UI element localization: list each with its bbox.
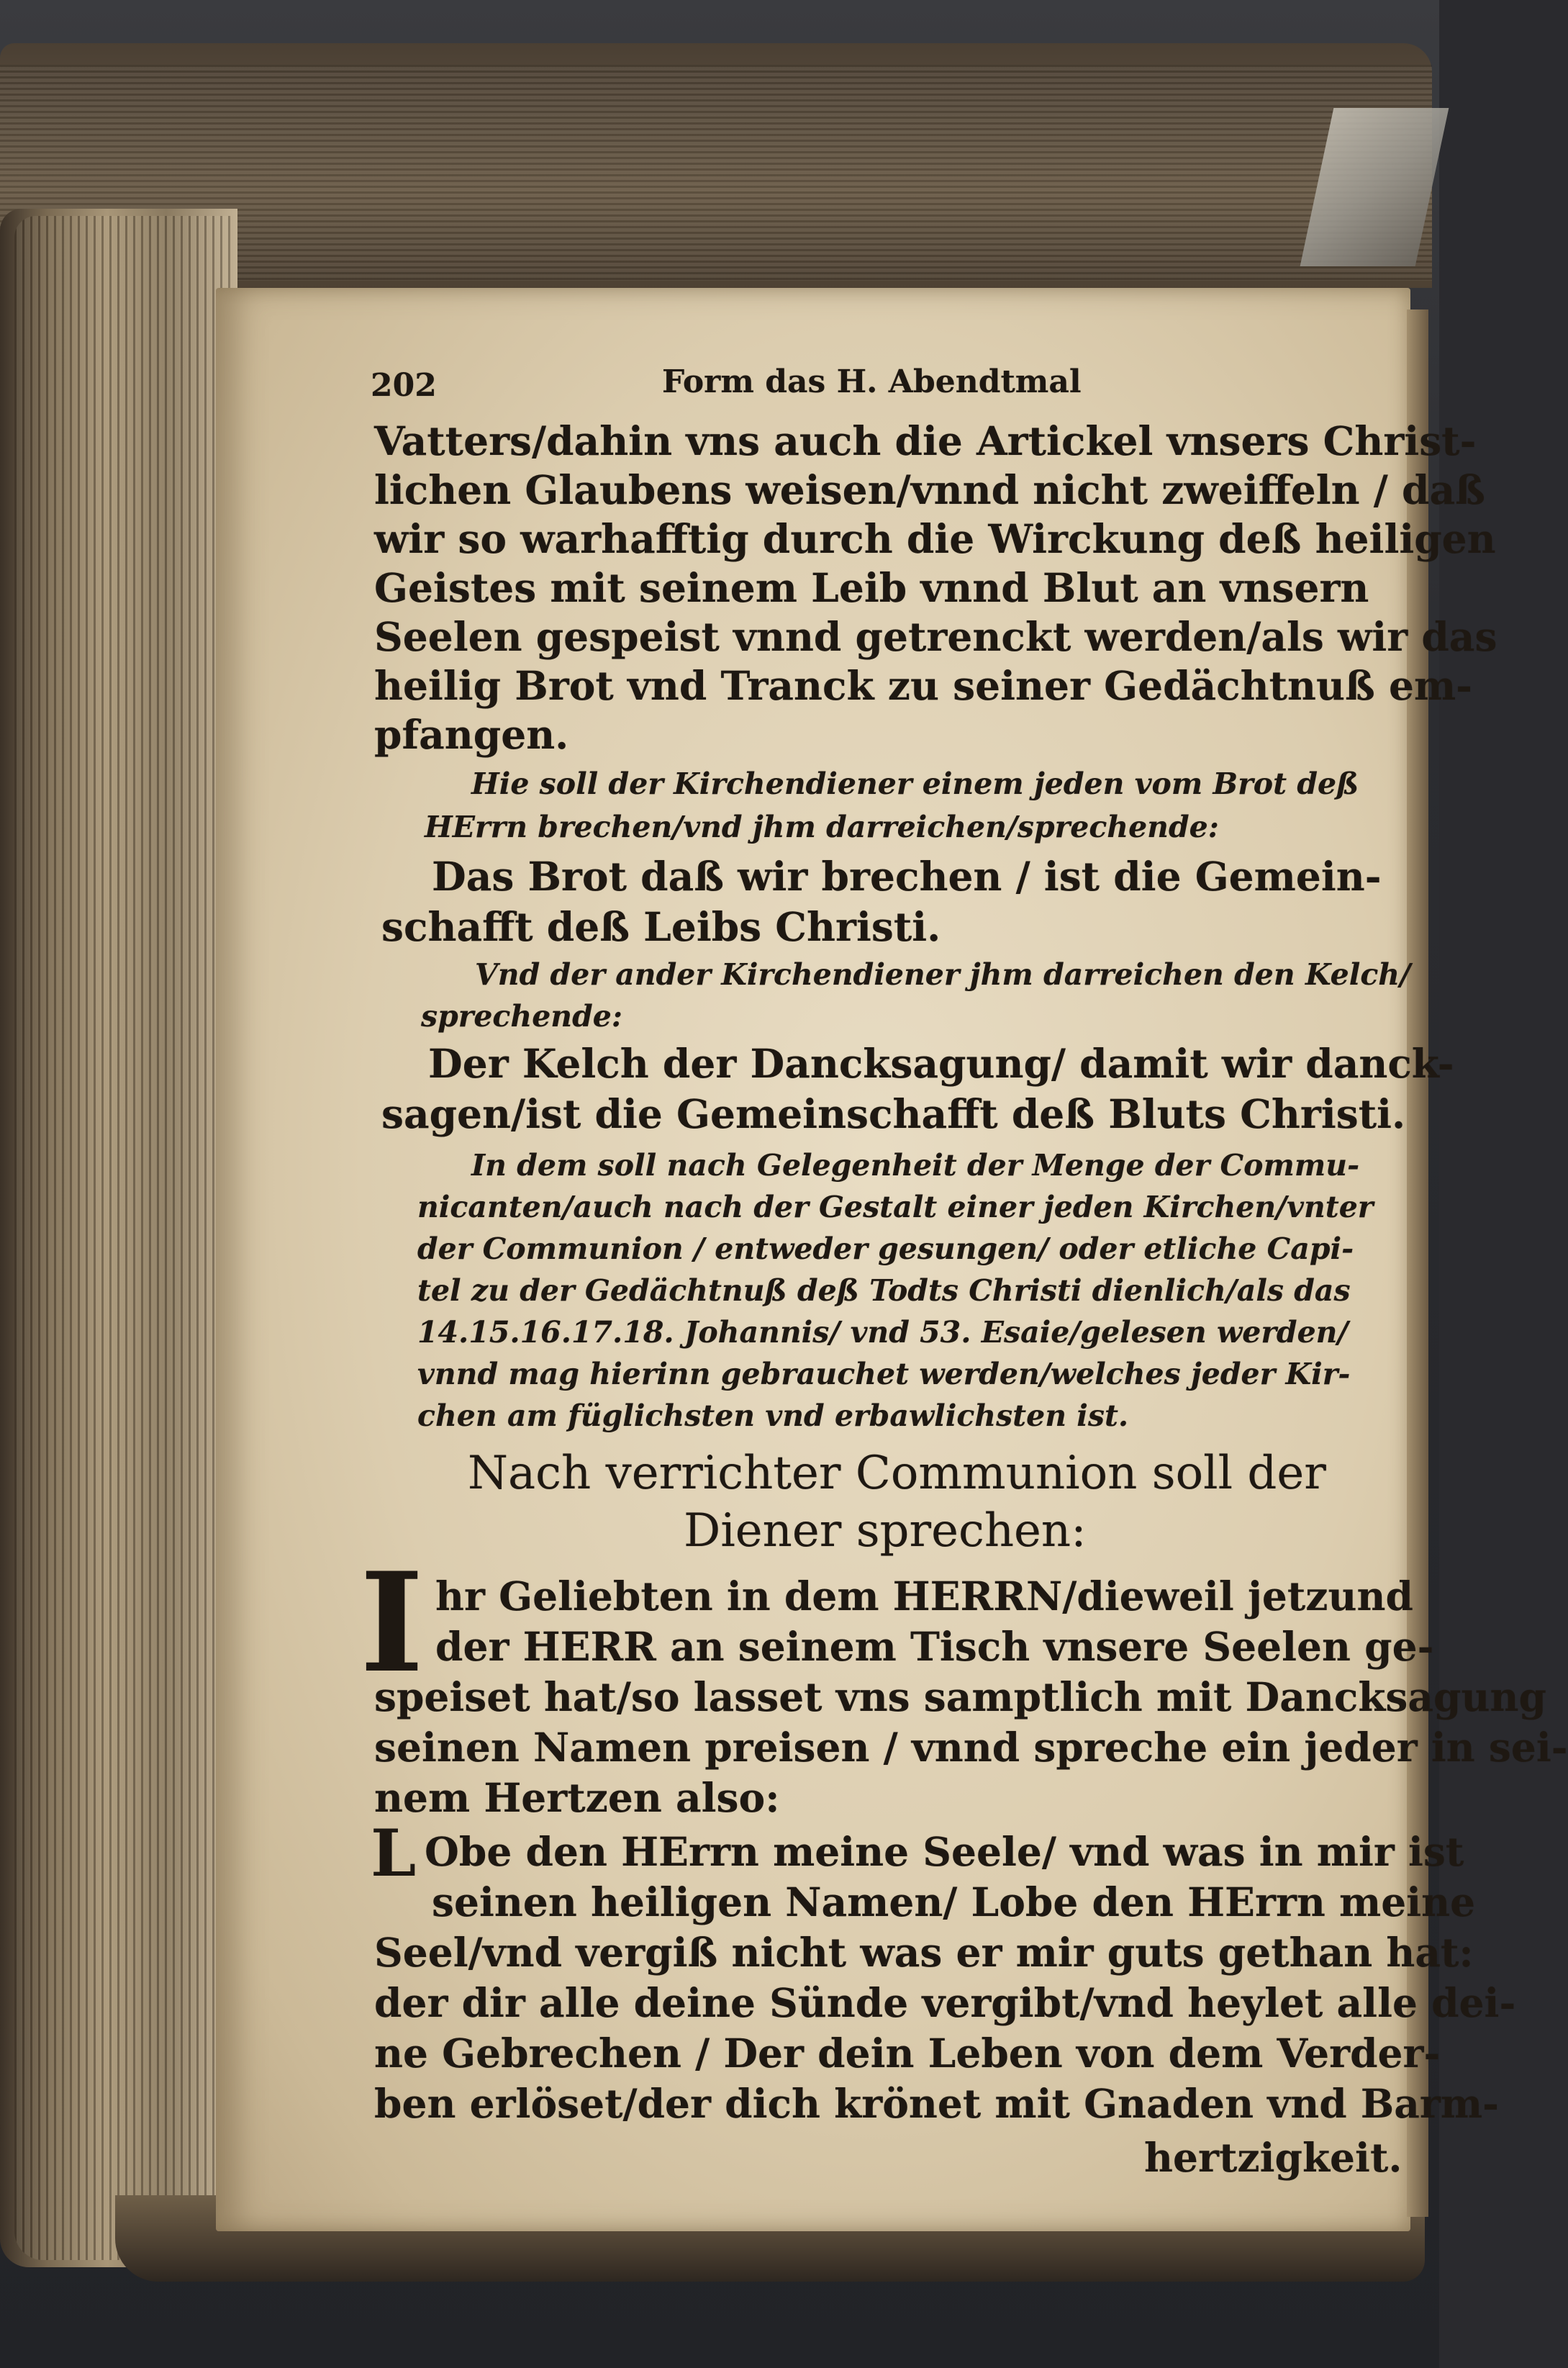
bread-words-line: schafft deß Leibs Christi.: [381, 903, 941, 950]
catchword: hertzigkeit.: [1144, 2134, 1402, 2181]
cup-words-line: sagen/ist die Gemeinschafft deß Bluts Christi.: [381, 1090, 1406, 1137]
psalm-line: ne Gebrechen / Der dein Leben von dem Verder-: [374, 2030, 1441, 2076]
psalm-line: Obe den HErrn meine Seele/ vnd was in mir ist: [425, 1828, 1464, 1875]
paragraph-line: pfangen.: [374, 711, 569, 758]
drop-initial: I: [360, 1542, 424, 1703]
prayer-line: nem Hertzen also:: [374, 1774, 780, 1821]
rubric-line: In dem soll nach Gelegenheit der Menge der Commu-: [471, 1148, 1360, 1183]
rubric-line: der Communion / entweder gesungen/ oder etliche Capi-: [417, 1232, 1354, 1266]
rubric-line: vnnd mag hierinn gebrauchet werden/welches jeder Kir-: [417, 1357, 1351, 1391]
section-heading: Diener sprechen:: [684, 1504, 1087, 1558]
psalm-line: Seel/vnd vergiß nicht was er mir guts gethan hat:: [374, 1929, 1474, 1976]
paragraph-line: wir so warhafftig durch die Wirckung deß heiligen: [374, 515, 1496, 562]
prayer-line: seinen Namen preisen / vnnd spreche ein jeder in sei-: [374, 1724, 1568, 1771]
psalm-line: seinen heiligen Namen/ Lobe den HErrn meine: [432, 1879, 1476, 1925]
paragraph-line: Vatters/dahin vns auch die Artickel vnsers Christ-: [374, 417, 1477, 464]
bread-words-line: Das Brot daß wir brechen / ist die Gemein-: [432, 853, 1382, 900]
psalm-line: ben erlöset/der dich krönet mit Gnaden vnd Barm-: [374, 2080, 1499, 2127]
psalm-line: der dir alle deine Sünde vergibt/vnd heylet alle dei-: [374, 1979, 1516, 2026]
rubric-line: HErrn brechen/vnd jhm darreichen/sprechende:: [425, 810, 1219, 844]
paragraph-line: Seelen gespeist vnnd getrenckt werden/als wir das: [374, 613, 1497, 660]
rubric-line: sprechende:: [421, 999, 622, 1034]
page-number: 202: [371, 367, 437, 404]
rubric-line: tel zu der Gedächtnuß deß Todts Christi dienlich/als das: [417, 1273, 1351, 1308]
psalm-initial: L: [371, 1815, 417, 1892]
section-heading: Nach verrichter Communion soll der: [468, 1447, 1326, 1500]
rubric-line: Vnd der ander Kirchendiener jhm darreichen den Kelch/: [475, 957, 1411, 992]
prayer-line: speiset hat/so lasset vns samptlich mit Dancksagung: [374, 1673, 1546, 1720]
prayer-line: der HERR an seinem Tisch vnsere Seelen ge-: [435, 1623, 1434, 1670]
paragraph-line: lichen Glaubens weisen/vnnd nicht zweiffeln / daß: [374, 466, 1485, 513]
rubric-line: nicanten/auch nach der Gestalt einer jeden Kirchen/vnter: [417, 1190, 1374, 1224]
rubric-line: Hie soll der Kirchendiener einem jeden vom Brot deß: [471, 767, 1359, 801]
cup-words-line: Der Kelch der Dancksagung/ damit wir danck-: [428, 1040, 1454, 1087]
prayer-line: hr Geliebten in dem HERRN/dieweil jetzund: [435, 1573, 1413, 1619]
paragraph-line: Geistes mit seinem Leib vnnd Blut an vnsern: [374, 564, 1369, 611]
paragraph-line: heilig Brot vnd Tranck zu seiner Gedächtnuß em-: [374, 662, 1472, 709]
rubric-line: 14.15.16.17.18. Johannis/ vnd 53. Esaie/gelesen werden/: [417, 1315, 1349, 1350]
rubric-line: chen am füglichsten vnd erbawlichsten ist.: [417, 1398, 1129, 1433]
page-edge-lines: [14, 216, 230, 2260]
running-title: Form das H. Abendtmal: [662, 363, 1082, 400]
